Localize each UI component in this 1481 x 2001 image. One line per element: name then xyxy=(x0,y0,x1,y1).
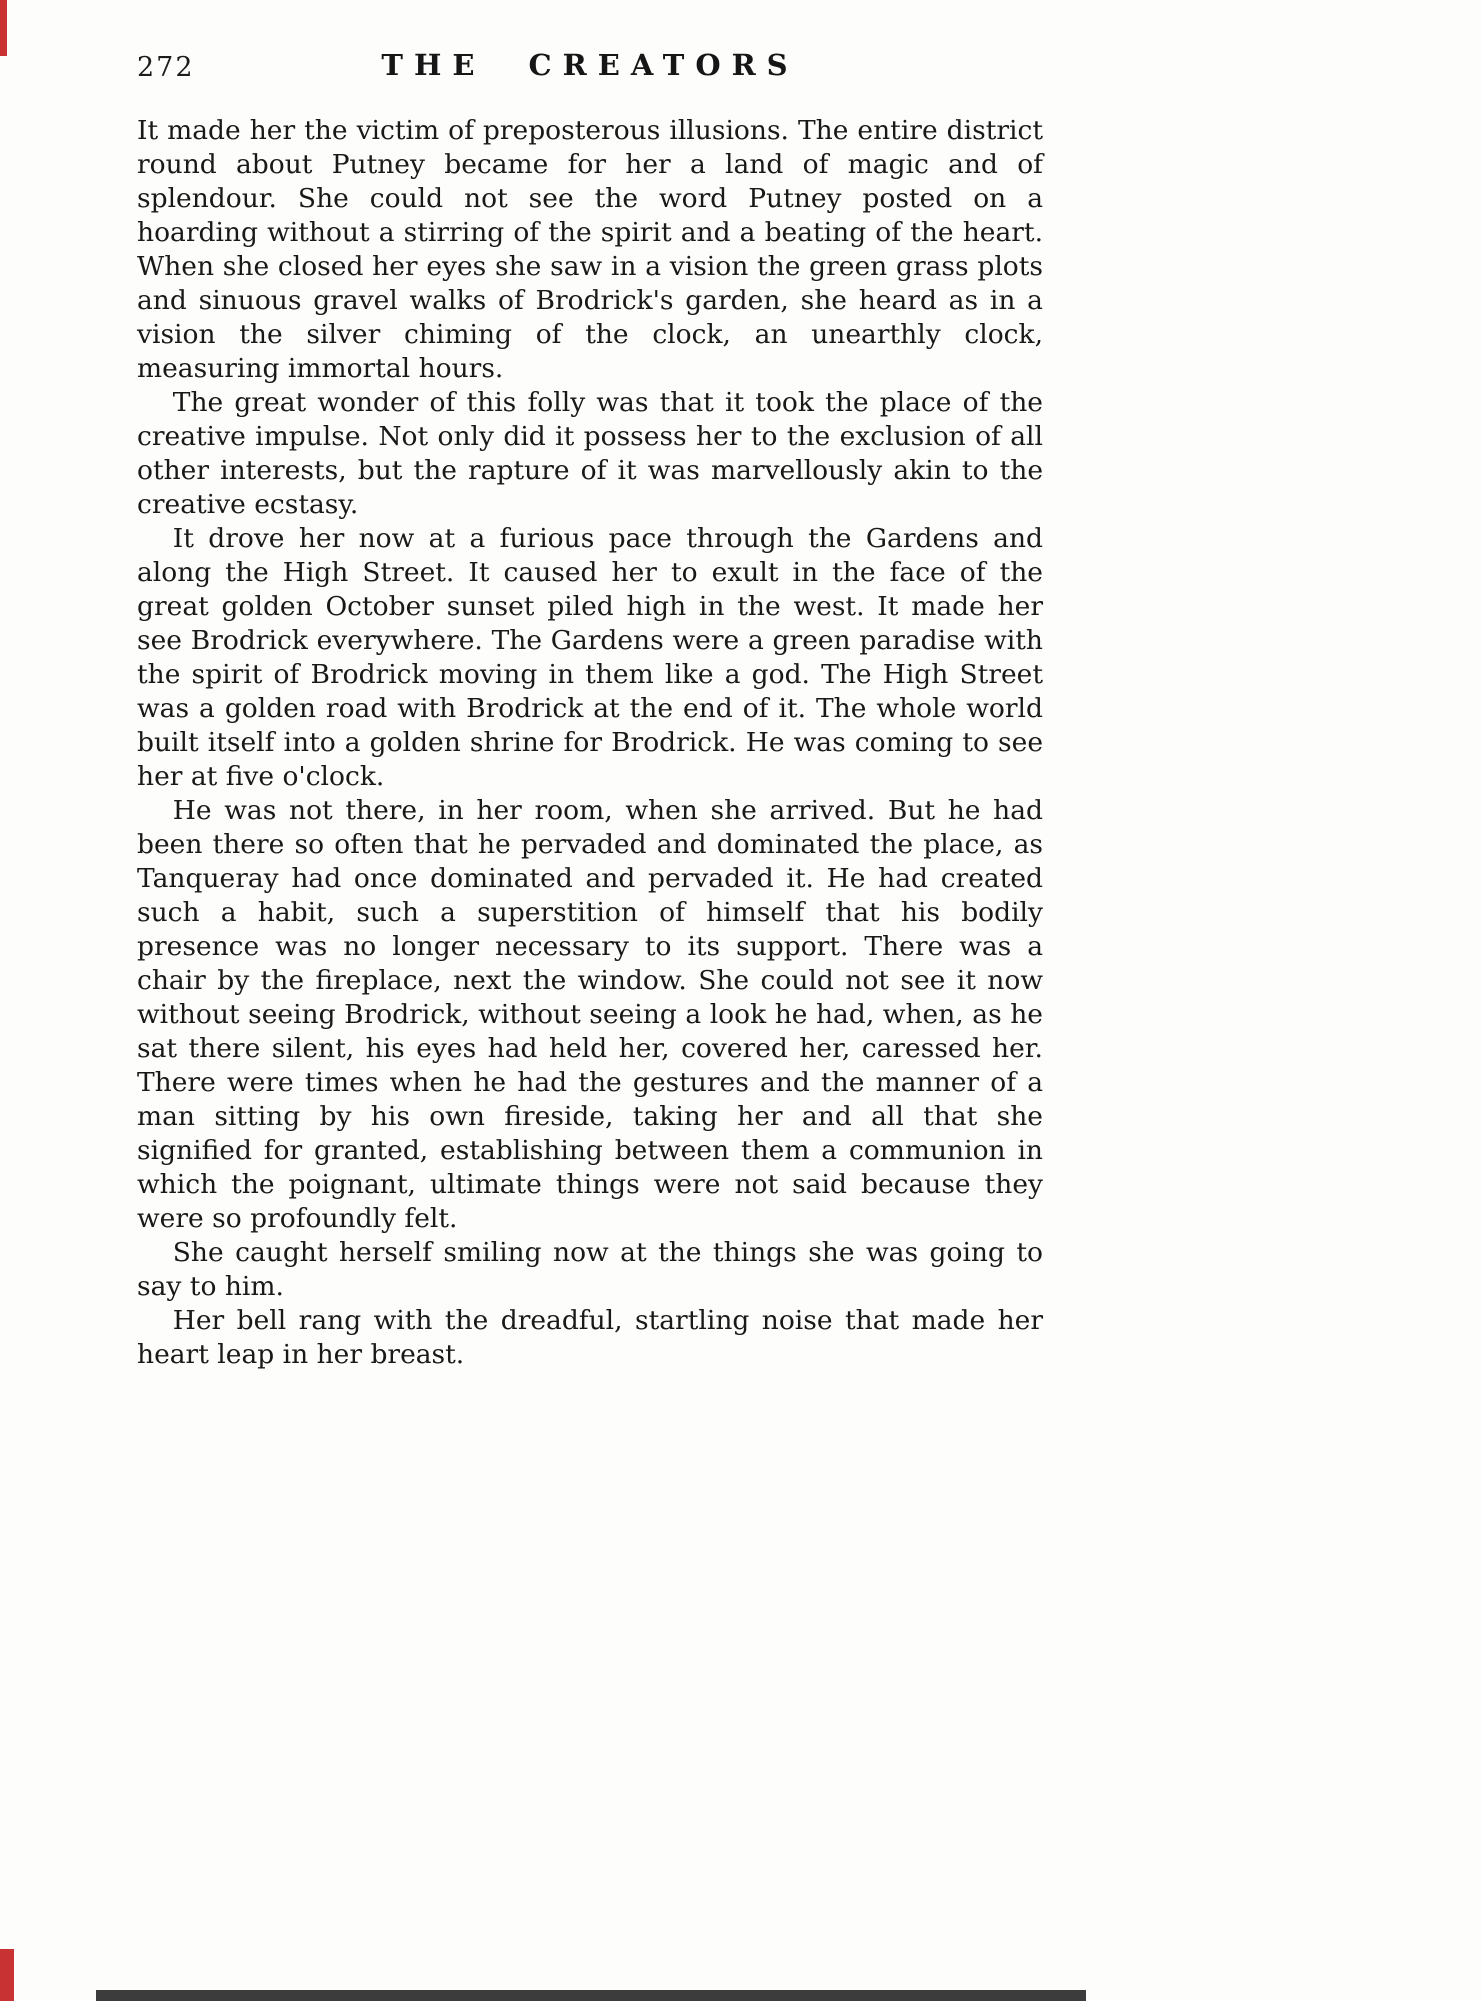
page-header xyxy=(137,48,1043,92)
running-title: THE CREATORS xyxy=(381,48,799,82)
scan-artifact-red-bottom xyxy=(0,1949,14,2001)
scan-artifact-red-top xyxy=(0,0,7,56)
paragraph-1: It made her the victim of preposterous illusions. The entire district round about Putney became for her a land of magic and of splendour. She could not see the word Putney posted on a hoarding without a stirring of the spirit and a beating of the heart. When she closed her eyes she saw in a vision the green grass plots and sinuous gravel walks of Brodrick's garden, she heard as in a vision the silver chiming of the clock, an unearthly clock, measuring immortal hours. xyxy=(137,115,1043,384)
page-number: 272 xyxy=(137,52,195,83)
text-column xyxy=(137,48,1043,1372)
paragraph-5: She caught herself smiling now at the things she was going to say to him. xyxy=(137,1237,1043,1302)
paragraph-6: Her bell rang with the dreadful, startling noise that made her heart leap in her breast. xyxy=(137,1305,1043,1370)
paragraph-4: He was not there, in her room, when she arrived. But he had been there so often that he pervaded and dominated the place, as Tanqueray had once dominated and pervaded it. He had created such a habit, such a superstition of himself that his bodily presence was no longer necessary to its support. There was a chair by the fireplace, next the window. She could not see it now without seeing Brodrick, without seeing a look he had, when, as he sat there silent, his eyes had held her, covered her, caressed her. There were times when he had the gestures and the manner of a man sitting by his own fireside, taking her and all that she signified for granted, establishing between them a communion in which the poignant, ultimate things were not said because they were so profoundly felt. xyxy=(137,795,1043,1234)
body-text xyxy=(137,114,1043,1372)
paragraph-3: It drove her now at a furious pace through the Gardens and along the High Street. It caused her to exult in the face of the great golden October sunset piled high in the west. It made her see Brodrick everywhere. The Gardens were a green paradise with the spirit of Brodrick moving in them like a god. The High Street was a golden road with Brodrick at the end of it. The whole world built itself into a golden shrine for Brodrick. He was coming to see her at five o'clock. xyxy=(137,523,1043,792)
paragraph-2: The great wonder of this folly was that it took the place of the creative impulse. Not only did it possess her to the exclusion of all other interests, but the rapture of it was marvellously akin to the creative ecstasy. xyxy=(137,387,1043,520)
scan-artifact-bottom-edge xyxy=(96,1990,1086,2001)
